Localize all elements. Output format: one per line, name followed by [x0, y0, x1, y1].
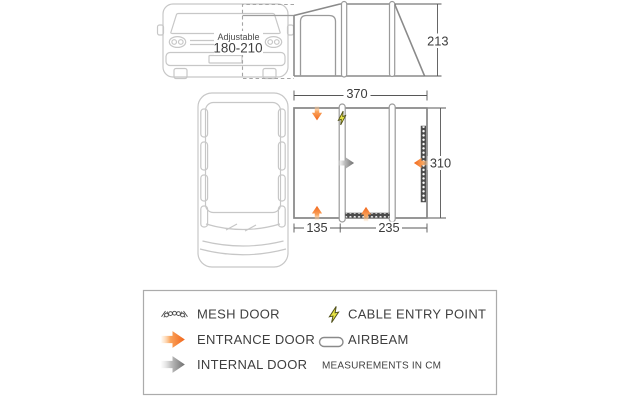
airbeam-icon — [320, 338, 344, 347]
legend-item-cable-entry — [328, 306, 487, 323]
cable-entry-label: CABLE ENTRY POINT — [348, 306, 487, 322]
van-headlight-left — [169, 37, 185, 48]
dim-135-label: 135 — [306, 220, 328, 236]
dim-370-label: 370 — [346, 85, 368, 101]
legend-box — [144, 291, 497, 395]
dim-310-label: 310 — [429, 155, 452, 171]
airbeam-label: AIRBEAM — [348, 331, 409, 347]
van-license-plate — [209, 56, 242, 64]
van-headlight-right — [265, 37, 281, 48]
van-top-body — [198, 93, 288, 267]
entrance-door-label: ENTRANCE DOOR — [197, 331, 316, 347]
dim-plan-sections — [294, 220, 427, 235]
van-roof-panel — [206, 103, 281, 213]
airbeam-side-2 — [390, 2, 395, 77]
mesh-door-label: MESH DOOR — [197, 306, 280, 322]
van-top-view — [198, 93, 288, 267]
airbeam-plan-2 — [389, 104, 395, 222]
adjustable-range-text: 180-210 — [213, 40, 263, 56]
side-view-body-fill — [294, 4, 425, 76]
dim-plan-width — [294, 86, 427, 101]
airbeam-side-1 — [342, 2, 347, 78]
van-windshield — [171, 14, 280, 34]
dim-235-label: 235 — [378, 220, 400, 236]
measurements-note: MEASUREMENTS IN CM — [322, 360, 442, 372]
adjustable-text: Adjustable — [217, 32, 260, 42]
adjustable-height-label — [213, 31, 263, 56]
van-hood-line — [203, 241, 284, 246]
floor-plan — [294, 104, 427, 222]
floor-plan-outline — [294, 108, 427, 218]
awning-side-view — [294, 2, 425, 78]
dim-plan-depth — [428, 108, 455, 218]
van-windshield-top — [206, 224, 280, 230]
dim-213-label: 213 — [427, 33, 449, 49]
internal-door-label: INTERNAL DOOR — [197, 356, 308, 372]
van-bumper-line — [200, 249, 286, 255]
